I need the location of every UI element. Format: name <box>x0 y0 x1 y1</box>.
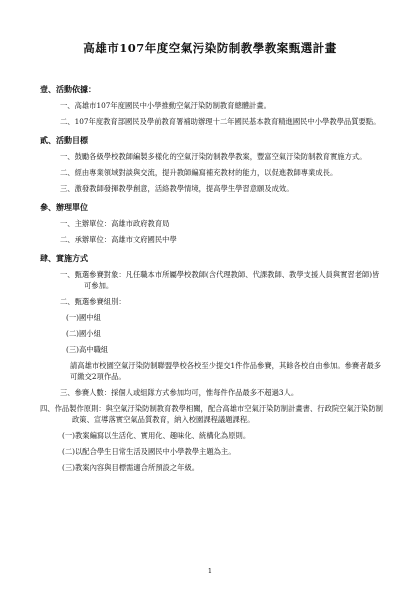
section-heading-organizers: 參、辦理單位 <box>40 202 88 212</box>
goal-item-2: 二、經由專業領域對談與交流，提升教師編寫補充教材的能力，以促進教師專業成長。 <box>60 168 338 177</box>
category-elementary: (二)國小組 <box>66 329 101 338</box>
goal-item-1: 一、鼓勵各級學校教師編製多樣化的空氣汙染防制教學教案，豐富空氣汙染防制教育實施方式。 <box>60 152 367 161</box>
impl-item-team-size: 三、參賽人數：採個人或組隊方式參加均可，惟每件作品最多不超過3人。 <box>60 388 299 397</box>
section-heading-implementation: 肆、實施方式 <box>40 253 88 263</box>
document-body <box>40 84 385 473</box>
basis-item-1: 一、高雄市107年度國民中小學推動空氣汙染防制教育總體計畫。 <box>60 101 271 110</box>
section-heading-goals: 貳、活動目標 <box>40 135 88 145</box>
basis-item-2: 二、107年度教育部國民及學前教育署補助辦理十二年國民基本教育精進國民中小學教學品質要點。 <box>60 117 381 126</box>
section-heading-basis: 壹、活動依據： <box>40 84 96 94</box>
submission-note: 請高雄市校園空氣汙染防制聯盟學校各校至少提交1件作品參賽，其餘各校自由參加。參賽者最多可繳交2項作品。 <box>70 361 382 381</box>
impl-item-eligibility: 一、甄選參賽對象：凡任職本市所屬學校教師(含代理教師、代課教師、教學支援人員與實習老師)皆可參加。 <box>60 270 380 290</box>
organizer-item-1: 一、主辦單位：高雄市政府教育局 <box>60 219 170 228</box>
goal-item-3: 三、激發教師發揮教學創意，活絡教學情境，提高學生學習意願及成效。 <box>60 184 294 193</box>
document-title: 高雄市107年度空氣污染防制教學教案甄選計畫 <box>83 41 337 55</box>
impl-item-principles: 四、作品製作原則：與空氣汙染防制教育教學相關，配合高雄市空氣汙染防制計畫書、行政院空氣汙染防制政策、宣導落實空氣品質教育，納入校園課程議題課程。 <box>40 404 383 424</box>
principle-3: (三)教案內容與目標需適合所預設之年級。 <box>62 463 200 472</box>
page-number: 1 <box>207 567 213 575</box>
principle-1: (一)教案編寫以生活化、實用化、趣味化、統構化為原則。 <box>62 431 251 440</box>
principle-2: (二)以配合學生日常生活及國民中小學教學主題為主。 <box>62 447 236 456</box>
category-senior-high: (三)高中職組 <box>66 345 109 354</box>
impl-item-categories: 二、甄選參賽組別： <box>60 297 126 306</box>
category-junior-high: (一)國中組 <box>66 313 101 322</box>
organizer-item-2: 二、承辦單位：高雄市文府國民中學 <box>60 235 177 244</box>
